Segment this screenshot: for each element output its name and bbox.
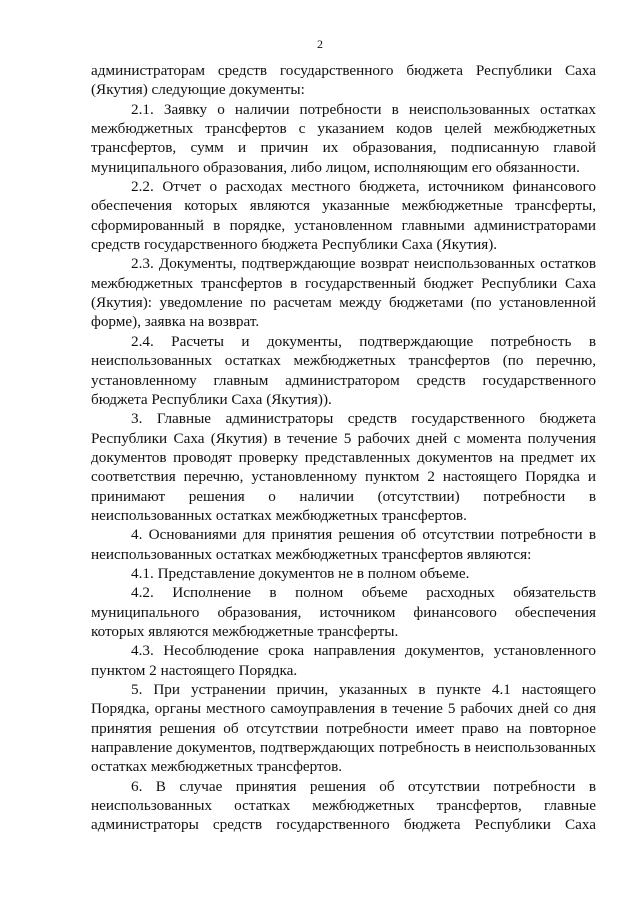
- document-body: [91, 61, 596, 835]
- paragraph-4-1: 4.1. Представление документов не в полном объеме.: [131, 564, 470, 582]
- paragraph-2-1: 2.1. Заявку о наличии потребности в неиспользованных остатках межбюджетных трансфертов с указанием кодов целей межбюджетных трансфертов, сумм и причин их образования, подписанную главой муниципального образования, либо лицом, исполняющим его обязанности.: [91, 100, 596, 176]
- paragraph-2-3: 2.3. Документы, подтверждающие возврат неиспользованных остатков межбюджетных трансфертов в государственный бюджет Республики Саха (Якутия): уведомление по расчетам между бюджетами (по установленной форме), заявка на возврат.: [91, 255, 596, 331]
- page-number: 2: [317, 37, 323, 51]
- paragraph-2-4: 2.4. Расчеты и документы, подтверждающие потребность в неиспользованных остатках межбюджетных трансфертов (по перечню, установленному главным администратором средств государственного бюджета Республики Саха (Якутия)).: [91, 332, 596, 408]
- paragraph-6: 6. В случае принятия решения об отсутствии потребности в неиспользованных остатках межбюджетных трансфертов, главные администраторы средств государственного бюджета Республики Саха: [91, 777, 596, 834]
- paragraph-3: 3. Главные администраторы средств государственного бюджета Республики Саха (Якутия) в течение 5 рабочих дней с момента получения документов проводят проверку представленных документов на предмет их соответствия перечню, установленному пунктом 2 настоящего Порядка и принимают решения о наличии (отсутствии) потребности в неиспользованных остатках межбюджетных трансфертов.: [91, 410, 596, 524]
- paragraph-5: 5. При устранении причин, указанных в пункте 4.1 настоящего Порядка, органы местного самоуправления в течение 5 рабочих дней со дня принятия решения об отсутствии потребности имеет право на повторное направление документов, подтверждающих потребность в неиспользованных остатках межбюджетных трансфертов.: [91, 681, 596, 776]
- paragraph-2-2: 2.2. Отчет о расходах местного бюджета, источником финансового обеспечения которых являются указанные межбюджетные трансферты, сформированный в порядке, установленном главными администраторами средств государственного бюджета Республики Саха (Якутия).: [91, 178, 596, 254]
- paragraph-4-3: 4.3. Несоблюдение срока направления документов, установленного пунктом 2 настоящего Порядка.: [91, 642, 596, 679]
- paragraph-continuation: администраторам средств государственного бюджета Республики Саха (Якутия) следующие документы:: [91, 62, 596, 99]
- paragraph-4-2: 4.2. Исполнение в полном объеме расходных обязательств муниципального образования, источником финансового обеспечения которых являются межбюджетные трансферты.: [91, 584, 596, 640]
- paragraph-4: 4. Основаниями для принятия решения об отсутствии потребности в неиспользованных остатках межбюджетных трансфертов являются:: [91, 526, 596, 563]
